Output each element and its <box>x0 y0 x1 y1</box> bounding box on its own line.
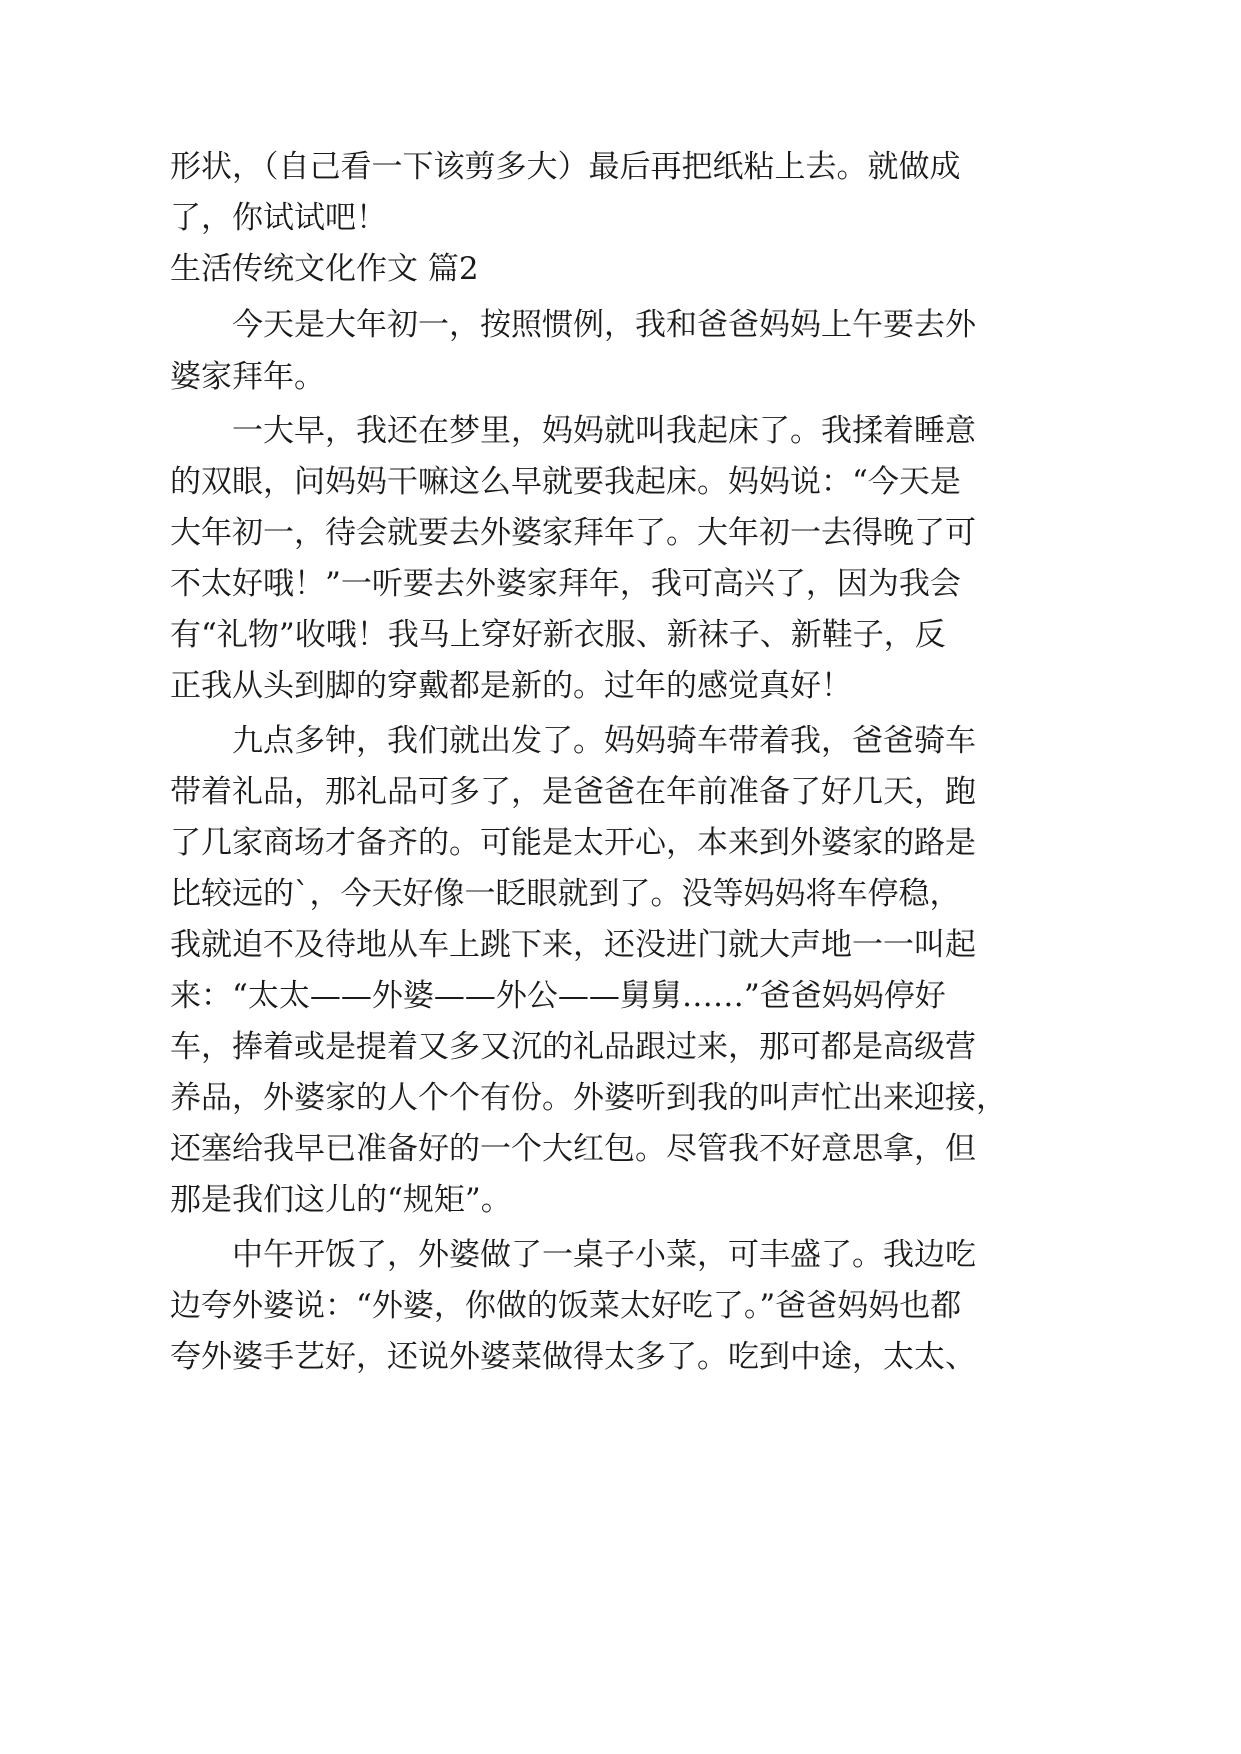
text-line-content: 夸外婆手艺好，还说外婆菜做得太多了。吃到中途，太太、 <box>170 1339 976 1375</box>
text-line-content: 不太好哦！”一听要去外婆家拜年，我可高兴了，因为我会 <box>170 566 961 602</box>
section-heading-text: 生活传统文化作文 篇2 <box>170 251 479 287</box>
text-line-content: 来：“太太——外婆——外公——舅舅……”爸爸妈妈停好 <box>170 978 946 1014</box>
text-line-content: 车，捧着或是提着又多又沉的礼品跟过来，那可都是高级营 <box>170 1029 976 1065</box>
text-line-content: 大年初一，待会就要去外婆家拜年了。大年初一去得晚了可 <box>170 515 976 551</box>
text-line-content: 带着礼品，那礼品可多了，是爸爸在年前准备了好几天，跑 <box>170 774 976 810</box>
text-line-content: 婆家拜年。 <box>170 359 325 395</box>
text-line-content: 一大早，我还在梦里，妈妈就叫我起床了。我揉着睡意 <box>232 413 976 449</box>
text-line <box>0 1327 1241 1387</box>
text-line-content: 的双眼，问妈妈干嘛这么早就要我起床。妈妈说：“今天是 <box>170 464 961 500</box>
text-line-content: 养品，外婆家的人个个有份。外婆听到我的叫声忙出来迎接， <box>170 1080 1007 1116</box>
text-line-content: 了几家商场才备齐的。可能是太开心，本来到外婆家的路是 <box>170 825 976 861</box>
text-line-content: 今天是大年初一，按照惯例，我和爸爸妈妈上午要去外 <box>232 307 976 343</box>
text-line-content: 中午开饭了，外婆做了一桌子小菜，可丰盛了。我边吃 <box>232 1237 976 1273</box>
text-line <box>0 1170 1241 1230</box>
text-line <box>0 295 1241 355</box>
text-line-content: 正我从头到脚的穿戴都是新的。过年的感觉真好！ <box>170 668 852 704</box>
text-line-content: 我就迫不及待地从车上跳下来，还没进门就大声地一一叫起 <box>170 927 976 963</box>
text-line-content: 形状，（自己看一下该剪多大）最后再把纸粘上去。就做成 <box>170 149 961 185</box>
text-line-content: 边夸外婆说：“外婆，你做的饭菜太好吃了。”爸爸妈妈也都 <box>170 1288 962 1324</box>
text-line-content: 九点多钟，我们就出发了。妈妈骑车带着我，爸爸骑车 <box>232 723 976 759</box>
text-line-content: 了，你试试吧！ <box>170 200 387 236</box>
text-line-content: 比较远的`，今天好像一眨眼就到了。没等妈妈将车停稳， <box>170 876 961 912</box>
text-line-content: 有“礼物”收哦！我马上穿好新衣服、新袜子、新鞋子，反 <box>170 617 946 653</box>
text-line <box>0 347 1241 407</box>
section-heading <box>0 239 1241 299</box>
text-line-content: 那是我们这儿的“规矩”。 <box>170 1182 512 1218</box>
text-line-content: 还塞给我早已准备好的一个大红包。尽管我不好意思拿，但 <box>170 1131 976 1167</box>
text-line <box>0 656 1241 716</box>
